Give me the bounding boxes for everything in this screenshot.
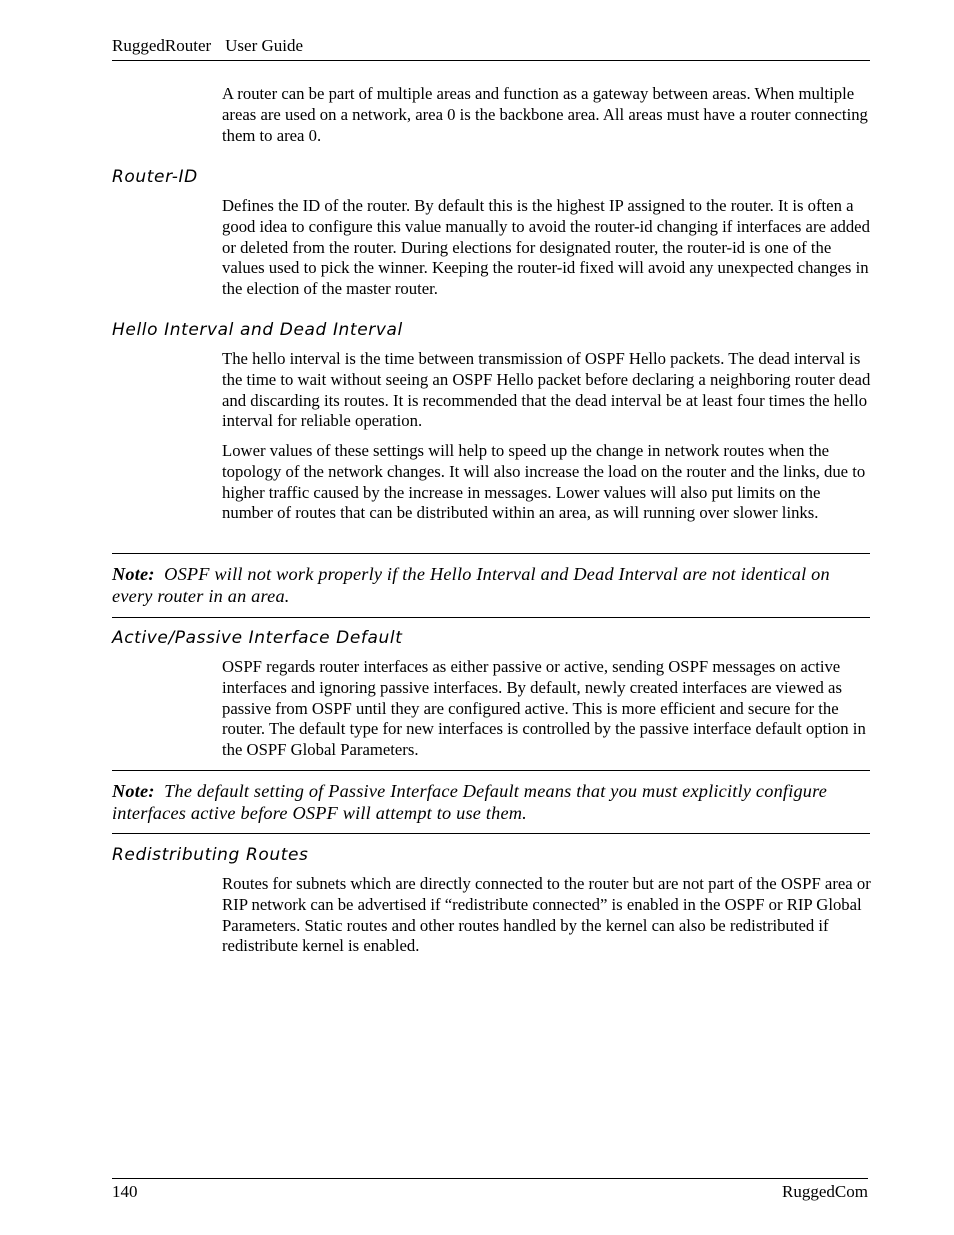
note-label: Note: [112,564,155,584]
passive-paragraph: OSPF regards router interfaces as either passive or active, sending OSPF messages on active interfaces and ignoring passive interfaces. By default, newly created interfaces are viewed as passive from OSPF until they are configured active. This is more efficient and secure for the router. The default type for new interfaces is controlled by the passive interface default option in the OSPF Global Parameters. [222,657,866,760]
redistribute-paragraph: Routes for subnets which are directly connected to the router but are not part of the OSPF area or RIP network can be advertised if “redistribute connected” is enabled in the OSPF or RIP Global Parameters. Static routes and other routes handled by the kernel can also be redistributed if redistribute kernel is enabled. [222,874,871,956]
footer-company: RuggedCom [782,1182,868,1201]
note-label: Note: [112,781,155,801]
note-passive-default [112,770,870,834]
page-number: 140 [112,1182,138,1201]
heading-router-id: Router-ID [112,167,198,187]
note-text-1: OSPF will not work properly if the Hello Interval and Dead Interval are not identical on every router in an area. [112,564,830,606]
note-text-2: The default setting of Passive Interface Default means that you must explicitly configure interfaces active before OSPF will attempt to use them. [112,781,828,823]
page-footer [112,1178,868,1203]
page-header [112,35,870,61]
heading-active-passive: Active/Passive Interface Default [112,628,403,648]
hello-paragraph-2: Lower values of these settings will help to speed up the change in network routes when the topology of the network changes. It will also increase the load on the router and the links, due to higher traffic caused by the increase in messages. Lower values will also put limits on the number of routes that can be distributed within an area, as will running over slower links. [222,441,866,523]
heading-hello-dead-interval: Hello Interval and Dead Interval [112,320,403,340]
header-product: RuggedRouter [112,36,212,55]
intro-paragraph: A router can be part of multiple areas and function as a gateway between areas. When multiple areas are used on a network, area 0 is the backbone area. All areas must have a router connecting them to area 0. [222,84,868,145]
router-id-paragraph: Defines the ID of the router. By default this is the highest IP assigned to the router. It is often a good idea to configure this value manually to avoid the router-id changing if interfaces are added or deleted from the router. During elections for designated router, the router-id is one of the values used to pick the winner. Keeping the router-id fixed will avoid any unexpected changes in the election of the master router. [222,196,870,299]
heading-redistributing-routes: Redistributing Routes [112,845,309,865]
header-guide: User Guide [225,36,304,55]
hello-paragraph-1: The hello interval is the time between transmission of OSPF Hello packets. The dead interval is the time to wait without seeing an OSPF Hello packet before declaring a neighboring router dead and discarding its routes. It is recommended that the dead interval be at least four times the hello interval for reliable operation. [222,349,871,431]
note-hello-dead [112,553,870,618]
